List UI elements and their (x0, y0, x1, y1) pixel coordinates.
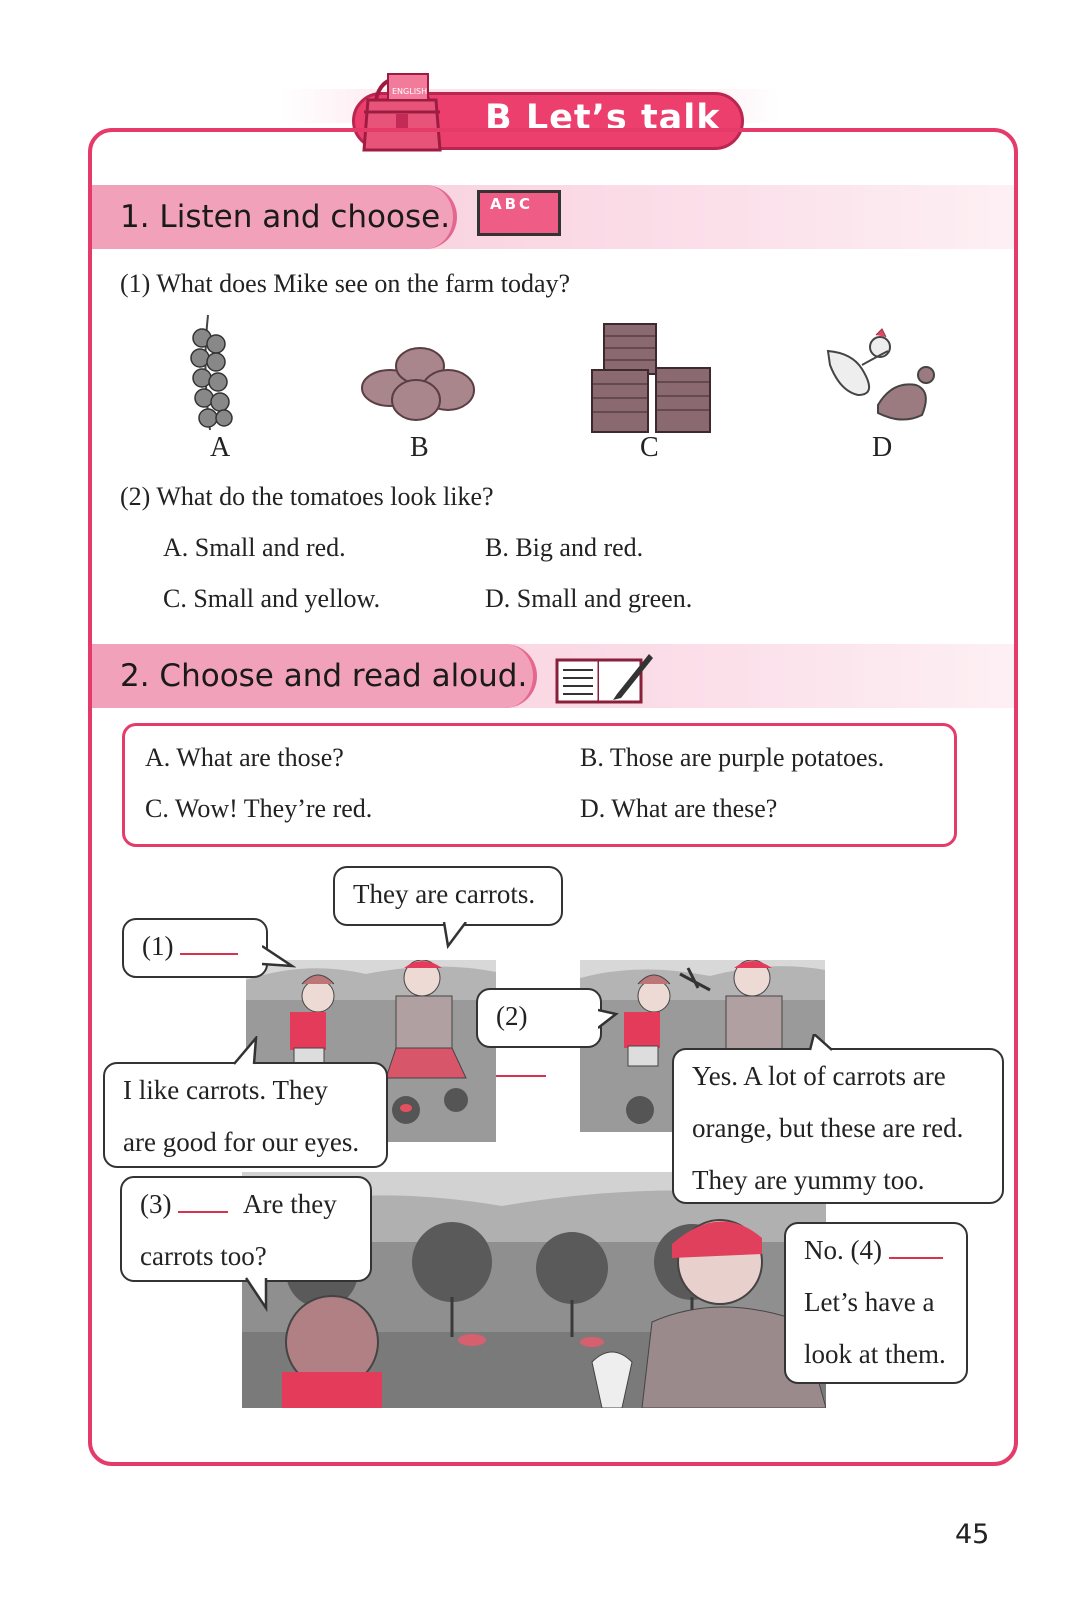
q1-option-b[interactable]: B (410, 432, 429, 463)
tomato-vine-icon (180, 310, 240, 440)
blank-3-number: (3) (140, 1189, 172, 1219)
page-number: 45 (955, 1519, 990, 1550)
q1-option-a[interactable]: A (210, 432, 231, 463)
bubble-yes-carrots (672, 1048, 1004, 1204)
bubble-line: Yes. A lot of carrots are (692, 1061, 946, 1091)
bubble-tail (244, 1276, 272, 1312)
bubble-line: Let’s have a (804, 1287, 935, 1317)
section2-heading: 2. Choose and read aloud. (92, 644, 537, 708)
bubble-line: carrots too? (140, 1241, 267, 1271)
q2-option-c[interactable]: C. Small and yellow. (163, 584, 381, 613)
blank-4[interactable] (889, 1227, 943, 1259)
blank-2[interactable] (496, 1045, 546, 1077)
choices-box (122, 723, 957, 847)
blank-1-number: (1) (142, 931, 174, 961)
bubble-line: look at them. (804, 1339, 946, 1369)
hens-icon (822, 325, 940, 427)
abc-badge: ABC (477, 190, 561, 236)
page-title: B Let’s talk (485, 98, 721, 138)
section1-heading: 1. Listen and choose. (92, 185, 457, 249)
bubble-tail (262, 944, 296, 970)
bubble-line: I like carrots. They (123, 1075, 328, 1105)
bubble-blank-1 (122, 918, 268, 978)
choice-c: C. Wow! They’re red. (145, 794, 373, 823)
bubble-line: are good for our eyes. (123, 1127, 360, 1157)
q2-option-a[interactable]: A. Small and red. (163, 533, 346, 562)
bubble-they-are-carrots (333, 866, 563, 926)
bubble-line (804, 1224, 948, 1276)
bubble-top-text: They are carrots. (353, 879, 536, 909)
crates-icon (590, 322, 715, 434)
bubble-line: They are yummy too. (692, 1165, 925, 1195)
blank-2-number: (2) (496, 1001, 528, 1031)
bubble-tail (440, 922, 470, 950)
bubble-blank-3 (120, 1176, 372, 1282)
book-pencil-icon (553, 650, 653, 706)
q1-option-d[interactable]: D (872, 432, 893, 463)
choice-b: B. Those are purple potatoes. (580, 743, 885, 772)
choice-a: A. What are those? (145, 743, 344, 772)
q2-option-d[interactable]: D. Small and green. (485, 584, 693, 613)
question-1: (1) What does Mike see on the farm today? (120, 269, 571, 298)
choice-d: D. What are these? (580, 794, 778, 823)
blank-3[interactable] (178, 1181, 228, 1213)
bubble-i-like-carrots (103, 1062, 388, 1168)
bubble-line: orange, but these are red. (692, 1113, 964, 1143)
bubble-line (140, 1178, 352, 1230)
blank-4-number: No. (4) (804, 1235, 882, 1265)
bubble-text: Are they (242, 1189, 337, 1219)
bubble-tail (230, 1036, 260, 1066)
q2-option-b[interactable]: B. Big and red. (485, 533, 644, 562)
blank-1[interactable] (180, 923, 238, 955)
bubble-tail (598, 1008, 620, 1032)
potatoes-icon (360, 340, 480, 425)
q1-option-c[interactable]: C (640, 432, 659, 463)
question-2: (2) What do the tomatoes look like? (120, 482, 494, 511)
bubble-tail (808, 1034, 834, 1052)
bubble-blank-4 (784, 1222, 968, 1384)
satchel-label: ENGLISH (392, 87, 428, 96)
bubble-blank-2 (476, 988, 602, 1048)
